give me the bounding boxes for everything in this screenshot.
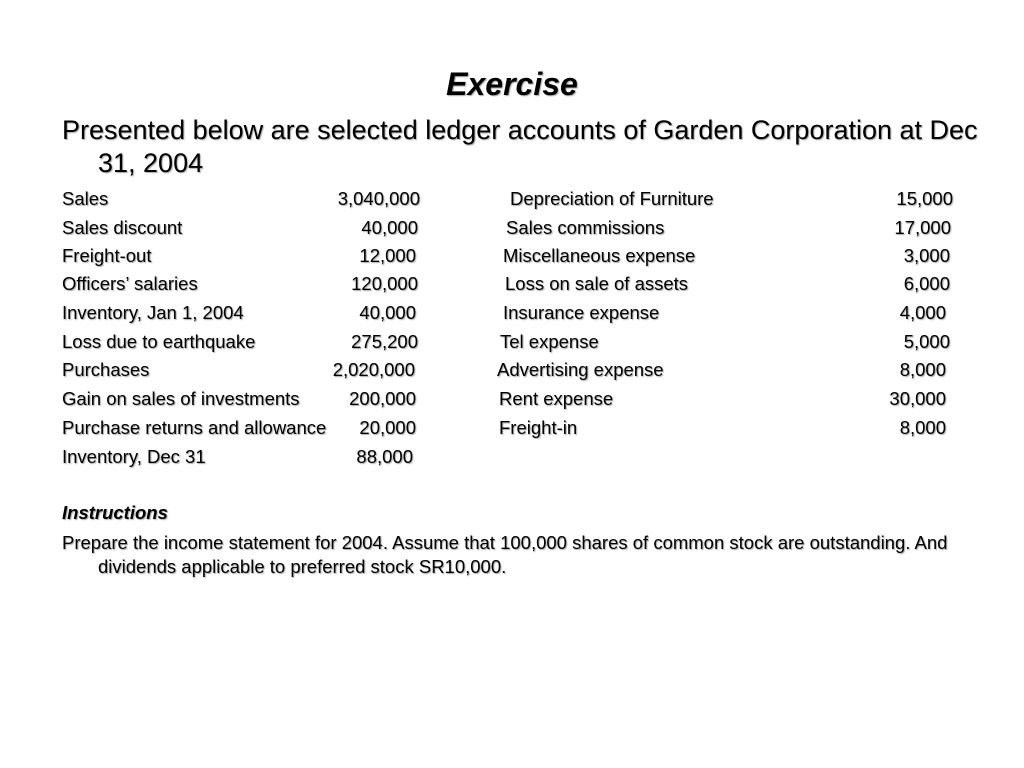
ledger-account-amount: 8,000 — [899, 417, 946, 438]
ledger-account-amount: 3,040,000 — [337, 188, 420, 209]
ledger-row — [0, 273, 1024, 302]
instructions-heading: Instructions — [62, 502, 168, 523]
ledger-account-amount: 40,000 — [361, 217, 418, 238]
ledger-account-amount: 20,000 — [359, 417, 416, 438]
ledger-account-amount: 30,000 — [889, 388, 946, 409]
ledger-account-name: Gain on sales of investments — [62, 388, 300, 409]
ledger-row — [0, 217, 1024, 246]
ledger-row — [0, 388, 1024, 417]
ledger-account-name: Rent expense — [499, 388, 614, 409]
ledger-account-name: Sales commissions — [506, 217, 665, 238]
slide-title: Exercise — [446, 66, 578, 102]
ledger-account-amount: 120,000 — [351, 273, 418, 294]
ledger-account-amount: 3,000 — [903, 245, 950, 266]
ledger-account-amount: 12,000 — [359, 245, 416, 266]
ledger-account-amount: 17,000 — [894, 217, 951, 238]
intro-paragraph: Presented below are selected ledger accounts of Garden Corporation at Dec 31, 2004 — [62, 115, 978, 178]
ledger-account-name: Insurance expense — [503, 302, 660, 323]
ledger-account-name: Inventory, Jan 1, 2004 — [62, 302, 244, 323]
ledger-account-name: Purchases — [62, 359, 150, 380]
ledger-account-name: Freight-out — [62, 245, 152, 266]
ledger-account-name: Miscellaneous expense — [503, 245, 696, 266]
ledger-account-name: Advertising expense — [497, 359, 664, 380]
ledger-account-name: Loss on sale of assets — [505, 273, 689, 294]
ledger-account-name: Tel expense — [500, 331, 599, 352]
ledger-account-name: Loss due to earthquake — [62, 331, 256, 352]
ledger-account-amount: 275,200 — [351, 331, 418, 352]
ledger-account-name: Inventory, Dec 31 — [62, 446, 206, 467]
ledger-account-amount: 200,000 — [349, 388, 416, 409]
ledger-account-amount: 5,000 — [903, 331, 950, 352]
ledger-account-amount: 40,000 — [359, 302, 416, 323]
ledger-account-amount: 6,000 — [903, 273, 950, 294]
ledger-account-amount: 2,020,000 — [332, 359, 415, 380]
ledger-account-amount: 4,000 — [899, 302, 946, 323]
ledger-account-name: Officers’ salaries — [62, 273, 198, 294]
ledger-row — [0, 359, 1024, 388]
ledger-account-amount: 8,000 — [899, 359, 946, 380]
ledger-account-name: Sales discount — [62, 217, 183, 238]
ledger-account-name: Sales — [62, 188, 109, 209]
ledger-row — [0, 188, 1024, 217]
ledger-account-name: Purchase returns and allowance — [62, 417, 327, 438]
ledger-row — [0, 302, 1024, 331]
ledger-account-name: Freight-in — [499, 417, 578, 438]
instructions-text: Prepare the income statement for 2004. Assume that 100,000 shares of common stock are outstanding. And dividends applicable to preferred stock SR10,000. — [62, 532, 948, 577]
ledger-account-name: Depreciation of Furniture — [510, 188, 714, 209]
ledger-account-amount: 88,000 — [356, 446, 413, 467]
ledger-row — [0, 446, 1024, 475]
ledger-account-amount: 15,000 — [896, 188, 953, 209]
ledger-row — [0, 417, 1024, 446]
ledger-row — [0, 245, 1024, 274]
ledger-row — [0, 331, 1024, 360]
